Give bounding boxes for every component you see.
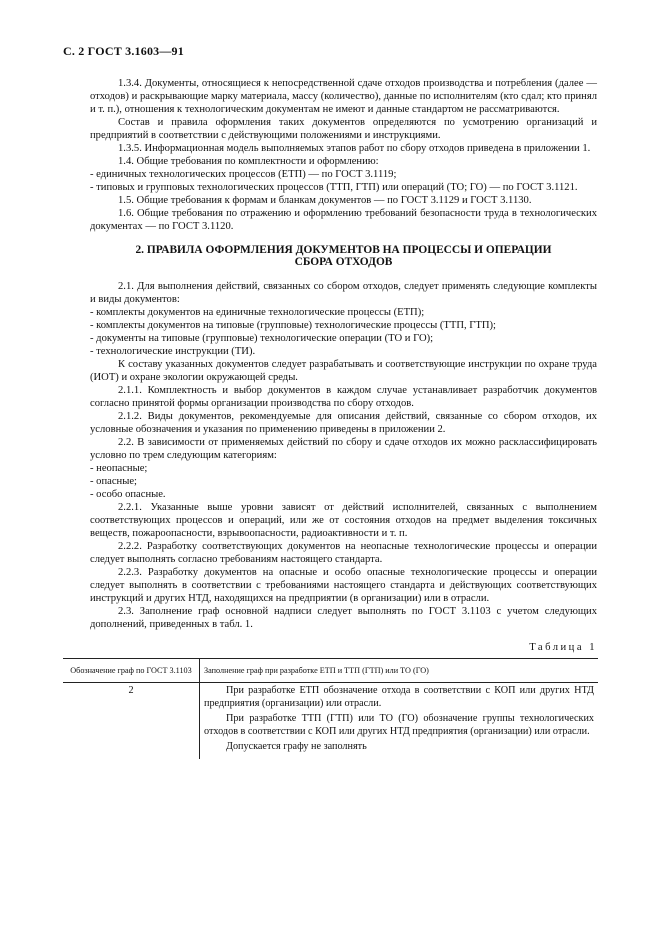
- document-body: [70, 77, 597, 759]
- paragraph: 2.1. Для выполнения действий, связанных со сбором отходов, следует применять следующие комплекты и виды документов:: [90, 281, 597, 305]
- paragraph: 1.5. Общие требования к формам и бланкам документов — по ГОСТ 3.1129 и ГОСТ 3.1130.: [118, 195, 532, 206]
- page-header: С. 2 ГОСТ 3.1603—91: [63, 44, 184, 58]
- table-cell-col1: 2: [63, 683, 200, 759]
- table-cell-paragraph: Допускается графу не заполнять: [226, 741, 367, 752]
- table-cell-paragraph: При разработке ТТП (ГТП) или ТО (ГО) обозначение группы технологических отходов в соответствии с КОП или других НТД предприятия (организации) или отрасли.: [204, 713, 594, 737]
- paragraph: - комплекты документов на типовые (групповые) технологические процессы (ТТП, ГТП);: [90, 320, 496, 331]
- table-col2-header: Заполнение граф при разработке ЕТП и ТТП (ГТП) или ТО (ГО): [200, 659, 599, 683]
- table-header-row: [63, 659, 598, 683]
- table-col1-header: Обозначение граф по ГОСТ 3.1103: [63, 659, 200, 683]
- section-2-heading-line2: СБОРА ОТХОДОВ: [294, 256, 393, 268]
- paragraph: 2.2.1. Указанные выше уровни зависят от действий исполнителей, связанных с выполнением соответствующих процессов и операций, или же от состояния отходов на предмет выделения токсичных веществ, пожароопасности, взрывоопасности, радиоактивности и т. п.: [90, 502, 597, 539]
- paragraph: 2.2.2. Разработку соответствующих документов на неопасные технологические процессы и операции следует выполнять согласно требованиям настоящего стандарта.: [90, 541, 597, 565]
- paragraph: К составу указанных документов следует разрабатывать и соответствующие инструкции по охране труда (ИОТ) и охране экологии окружающей среды.: [90, 359, 597, 383]
- section-2: [90, 280, 597, 631]
- paragraph: - неопасные;: [90, 463, 148, 474]
- section-1: [90, 77, 597, 233]
- paragraph: - технологические инструкции (ТИ).: [90, 346, 256, 357]
- paragraph: 1.4. Общие требования по комплектности и оформлению:: [118, 156, 379, 167]
- table-1: [63, 658, 598, 759]
- paragraph: 1.3.4. Документы, относящиеся к непосредственной сдаче отходов производства и потребления (далее — отходов) и раскрывающие марку материала, массу (количество), данные по исполнителям (кто сдал; кто принял и т. п.), отношения к технологическим документам не имеют и данные стандартом не рассматриваются.: [90, 78, 597, 115]
- paragraph: 2.2. В зависимости от применяемых действий по сбору и сдаче отходов их можно расклассифицировать условно по трем следующим категориям:: [90, 437, 597, 461]
- paragraph: 1.3.5. Информационная модель выполняемых этапов работ по сбору отходов приведена в приложении 1.: [118, 143, 591, 154]
- table-caption: Таблица 1: [529, 642, 597, 653]
- section-2-heading-line1: 2. ПРАВИЛА ОФОРМЛЕНИЯ ДОКУМЕНТОВ НА ПРОЦЕССЫ И ОПЕРАЦИИ: [135, 244, 552, 256]
- paragraph: 1.6. Общие требования по отражению и оформлению требований безопасности труда в технологических документах — по ГОСТ 3.1120.: [90, 208, 597, 232]
- table-cell-paragraph: При разработке ЕТП обозначение отхода в соответствии с КОП или других НТД предприятия (организации) или отрасли.: [204, 685, 594, 709]
- paragraph: Состав и правила оформления таких документов определяются по усмотрению организаций и предприятий в соответствии с действующими положениями и инструкциями.: [90, 117, 597, 141]
- paragraph: 2.1.2. Виды документов, рекомендуемые для описания действий, связанные со сбором отходов, их условные обозначения и указания по применению приведены в приложении 2.: [90, 411, 597, 435]
- paragraph: - особо опасные.: [90, 489, 166, 500]
- paragraph: - единичных технологических процессов (ЕТП) — по ГОСТ 3.1119;: [90, 169, 397, 180]
- paragraph: - типовых и групповых технологических процессов (ТТП, ГТП) или операций (ТО; ГО) — по ГОСТ 3.1121.: [90, 182, 578, 193]
- paragraph: 2.1.1. Комплектность и выбор документов в каждом случае устанавливает разработчик документов согласно принятой формы организации производства по сбору отходов.: [90, 385, 597, 409]
- paragraph: - опасные;: [90, 476, 137, 487]
- table-row: [63, 683, 598, 759]
- paragraph: - комплекты документов на единичные технологические процессы (ЕТП);: [90, 307, 425, 318]
- paragraph: 2.2.3. Разработку документов на опасные и особо опасные технологические процессы и операции следует выполнять в соответствии с требованиями настоящего стандарта и действующих соответствующих инструкций и других НТД, находящихся на предприятии (в организации) или в отрасли.: [90, 567, 597, 604]
- paragraph: - документы на типовые (групповые) технологические операции (ТО и ГО);: [90, 333, 434, 344]
- paragraph: 2.3. Заполнение граф основной надписи следует выполнять по ГОСТ 3.1103 с учетом следующих дополнений, приведенных в табл. 1.: [90, 606, 597, 630]
- table-cell-col2: [200, 683, 599, 759]
- section-2-heading: [90, 244, 597, 268]
